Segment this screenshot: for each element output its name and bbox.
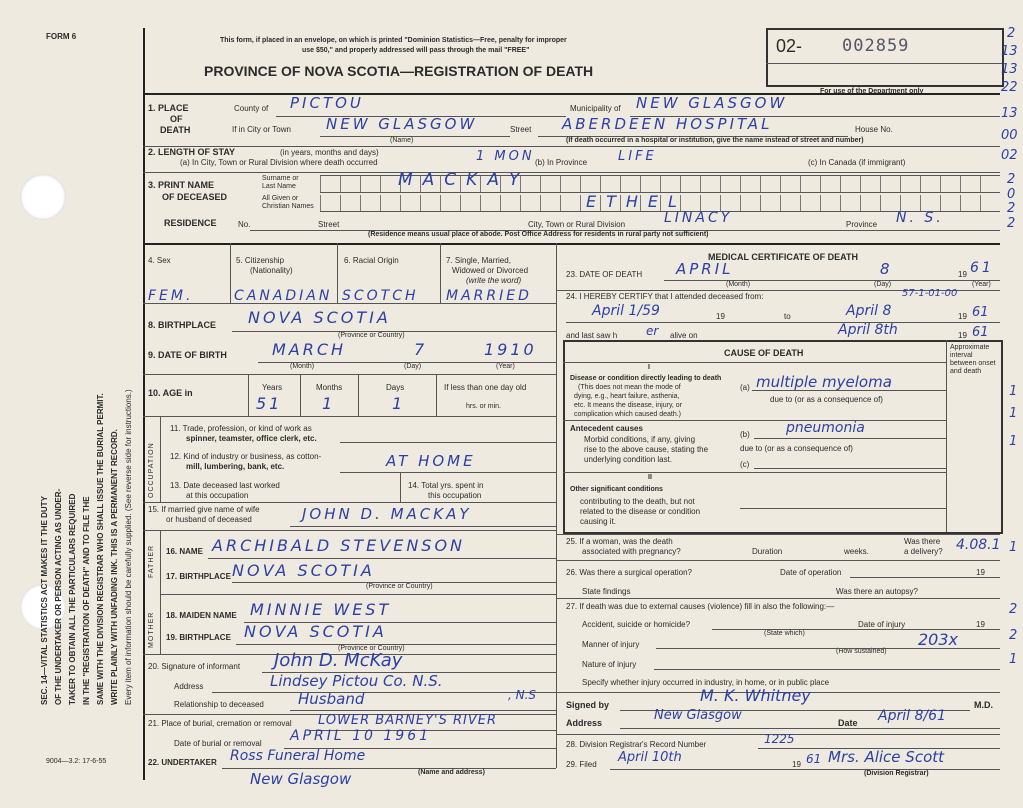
label-filed-19: 19 xyxy=(792,760,801,769)
label-date-injury: Date of injury xyxy=(858,620,906,629)
stay-b-value: LIFE xyxy=(618,149,657,164)
label-other1: Other significant conditions xyxy=(570,486,663,493)
label-citizenship: 5. Citizenship xyxy=(236,256,285,265)
label-stay-b: (b) In Province xyxy=(535,158,588,167)
father-birthplace-value: NOVA SCOTIA xyxy=(232,561,375,580)
cause-of-death-title: CAUSE OF DEATH xyxy=(724,348,804,358)
label-place-death: DEATH xyxy=(160,125,191,135)
stay-a-value: 1 MON xyxy=(476,149,535,164)
label-disease5: complication which caused death.) xyxy=(574,411,682,418)
label-duration: Duration xyxy=(752,547,783,556)
label-occ12b: mill, lumbering, bank, etc. xyxy=(186,462,285,471)
dob-year-value: 1910 xyxy=(484,340,537,359)
label-nature: Nature of injury xyxy=(582,660,637,669)
label-marital3: (write the word) xyxy=(466,276,522,285)
label-place: 1. PLACE xyxy=(148,103,189,113)
attend-to-value: April 8 xyxy=(846,303,892,319)
margin-code: 13 xyxy=(1001,106,1018,121)
label-occ12: 12. Kind of industry or business, as cotton- xyxy=(170,452,322,461)
city-value: NEW GLASGOW xyxy=(326,115,478,133)
label-occ13: 13. Date deceased last worked xyxy=(170,481,280,490)
alive-year: 61 xyxy=(972,325,989,340)
spouse-value: JOHN D. MACKAY xyxy=(302,505,472,523)
margin-code: 2 xyxy=(1007,26,1016,41)
interval-header: Approximate interval between onset and death xyxy=(950,344,996,375)
age-days-value: 1 xyxy=(392,394,406,413)
label-house-no: House No. xyxy=(855,125,893,134)
municipality-value: NEW GLASGOW xyxy=(636,94,788,112)
label-disease3: dying, e.g., heart failure, asthenia, xyxy=(574,393,680,400)
label-cause-c: (c) xyxy=(740,460,750,469)
side-instruction: SAME WITH THE DIVISION REGISTRAR WHO SHALL ISSUE THE BURIAL PERMIT. xyxy=(96,393,105,705)
birthplace-value: NOVA SCOTIA xyxy=(248,308,391,327)
cause-b-value: pneumonia xyxy=(786,420,865,436)
length-hint: (in years, months and days) xyxy=(280,148,379,157)
attend-note: 57-1-01-00 xyxy=(902,288,958,299)
mail-notice-line1: This form, if placed in an envelope, on which is printed "Dominion Statistics—Free, penalty for improper xyxy=(220,37,567,44)
label-md: M.D. xyxy=(974,700,993,710)
label-state-findings: State findings xyxy=(582,587,631,596)
label-other2: contributing to the death, but not xyxy=(580,497,695,506)
occupation-value: AT HOME xyxy=(386,452,476,470)
dob-day-value: 7 xyxy=(414,340,428,359)
label-marital: 7. Single, Married, xyxy=(446,256,511,265)
label-to: to xyxy=(784,312,791,321)
margin-code: 02 xyxy=(1001,148,1018,163)
registration-number: 002859 xyxy=(842,36,910,56)
label-christian: Christian Names xyxy=(262,203,314,210)
label-father-side: FATHER xyxy=(148,544,155,578)
label-due-to-b: due to (or as a consequence of) xyxy=(740,444,853,453)
label-dob: 9. DATE OF BIRTH xyxy=(148,350,227,360)
filed-year-value: 61 xyxy=(806,752,822,766)
dob-day-hint: (Day) xyxy=(404,363,422,370)
side-instruction: TAKER TO OBTAIN ALL THE PARTICULARS REQUIRED xyxy=(68,493,77,705)
label-state-which: (State which) xyxy=(764,630,805,637)
form-title: PROVINCE OF NOVA SCOTIA—REGISTRATION OF DEATH xyxy=(204,63,594,79)
relationship-value: Husband xyxy=(298,690,365,708)
label-alive-19: 19 xyxy=(958,331,967,340)
label-stay-a: (a) In City, Town or Rural Division where death occurred xyxy=(180,158,378,167)
label-q25b: associated with pregnancy? xyxy=(582,547,681,556)
label-length-stay: 2. LENGTH OF STAY xyxy=(148,147,236,157)
margin-code: 1 xyxy=(1009,540,1018,555)
label-med-address: Address xyxy=(566,718,603,728)
label-cause-a: (a) xyxy=(740,383,750,392)
margin-code: 1 xyxy=(1009,434,1018,449)
surname-value: MACKAY xyxy=(398,170,530,190)
informant-signature: John D. McKay xyxy=(274,650,403,671)
label-municipality: Municipality of xyxy=(570,104,621,113)
label-marital2: Widowed or Divorced xyxy=(452,266,529,275)
label-spouse2: or husband of deceased xyxy=(166,515,252,524)
label-morbid3: underlying condition last. xyxy=(584,455,673,464)
label-disease1: Disease or condition directly leading to death xyxy=(570,375,722,382)
last-saw-note: er xyxy=(646,324,659,338)
dob-year-hint: (Year) xyxy=(496,363,515,370)
attend-from-value: April 1/59 xyxy=(592,303,660,319)
margin-code: 22 xyxy=(1001,80,1018,95)
label-was-there: Was there xyxy=(904,537,941,546)
filed-value: April 10th xyxy=(618,750,682,765)
label-autopsy: Was there an autopsy? xyxy=(836,587,918,596)
label-mother-side: MOTHER xyxy=(148,611,155,648)
label-maiden-name: 18. MAIDEN NAME xyxy=(166,611,237,620)
label-q25: 25. If a woman, was the death xyxy=(566,537,673,546)
label-print-name: 3. PRINT NAME xyxy=(148,180,215,190)
margin-code: 13 xyxy=(1001,44,1018,59)
margin-code: 2 xyxy=(1009,628,1018,643)
label-specify: Specify whether injury occurred in industry, in home, or in public place xyxy=(582,678,830,687)
label-other3: related to the disease or condition xyxy=(580,507,701,516)
label-undertaker: 22. UNDERTAKER xyxy=(148,758,217,767)
label-birthplace: 8. BIRTHPLACE xyxy=(148,320,217,330)
label-street: Street xyxy=(510,125,532,134)
undertaker-value: Ross Funeral Home xyxy=(230,748,366,764)
physician-address: New Glasgow xyxy=(654,708,742,723)
label-occ13b: at this occupation xyxy=(186,491,249,500)
side-instruction: WRITE PLAINLY WITH UNFADING INK. THIS IS A PERMANENT RECORD. xyxy=(110,429,119,705)
label-informant: 20. Signature of informant xyxy=(148,662,241,671)
res-city-value: LINACY xyxy=(664,210,733,226)
label-age: 10. AGE in xyxy=(148,388,193,398)
record-number-value: 1225 xyxy=(764,732,795,746)
mail-notice-line2: use $50," and properly addressed will pass through the mail "FREE" xyxy=(302,47,530,54)
label-occ14b: this occupation xyxy=(428,491,482,500)
label-last-saw: and last saw h xyxy=(566,331,618,340)
label-q29: 29. Filed xyxy=(566,760,597,769)
side-instruction: OF THE UNDERTAKER OR PERSON ACTING AS UNDER- xyxy=(54,488,63,705)
name-hint: (Name) xyxy=(390,137,414,144)
mother-bp-hint: (Province or Country) xyxy=(338,645,405,652)
label-years: Years xyxy=(262,383,283,392)
margin-code: 2 xyxy=(1007,172,1016,187)
label-from-19: 19 xyxy=(716,312,725,321)
label-occ11b: spinner, teamster, office clerk, etc. xyxy=(186,434,317,443)
label-occ14: 14. Total yrs. spent in xyxy=(408,481,484,490)
label-roman-1: I xyxy=(648,364,650,371)
label-weeks: weeks. xyxy=(844,547,869,556)
label-morbid1: Morbid conditions, if any, giving xyxy=(584,435,696,444)
label-burial: 21. Place of burial, cremation or removal xyxy=(148,719,292,728)
racial-value: SCOTCH xyxy=(342,288,419,304)
form-number: FORM 6 xyxy=(46,32,77,41)
label-of-deceased: OF DECEASED xyxy=(162,192,228,202)
mother-name-value: MINNIE WEST xyxy=(250,600,392,619)
alive-on-value: April 8th xyxy=(838,322,898,338)
label-less-day: If less than one day old xyxy=(444,383,527,392)
label-hrs-min: hrs. or min. xyxy=(466,403,502,410)
registration-prefix: 02- xyxy=(776,36,803,56)
label-signed-by: Signed by xyxy=(566,700,610,710)
label-days: Days xyxy=(386,383,405,392)
father-bp-hint: (Province or Country) xyxy=(366,583,433,590)
label-spouse: 15. If married give name of wife xyxy=(148,505,260,514)
margin-code: 1 xyxy=(1009,406,1018,421)
informant-address: Lindsey Pictou Co. N.S. xyxy=(270,672,443,690)
label-occupation-side: OCCUPATION xyxy=(148,442,155,498)
label-to-19: 19 xyxy=(958,312,967,321)
marital-value: MARRIED xyxy=(446,288,532,304)
injury-code-value: 203x xyxy=(918,630,959,649)
father-name-value: ARCHIBALD STEVENSON xyxy=(212,536,466,555)
margin-code: 00 xyxy=(1001,128,1018,143)
margin-code: 13 xyxy=(1001,62,1018,77)
registrar-signature: Mrs. Alice Scott xyxy=(828,748,945,766)
label-q26: 26. Was there a surgical operation? xyxy=(566,568,692,577)
label-father-birthplace: 17. BIRTHPLACE xyxy=(166,572,231,581)
margin-code: 2 xyxy=(1007,216,1016,231)
label-mother-birthplace: 19. BIRTHPLACE xyxy=(166,633,231,642)
sex-value: FEM. xyxy=(148,288,194,304)
label-delivery: a delivery? xyxy=(904,547,943,556)
label-morbid2: rise to the above cause, stating the xyxy=(584,445,709,454)
label-death-19: 19 xyxy=(958,270,967,279)
label-med-date: Date xyxy=(838,718,858,728)
street-hint: (If death occurred in a hospital or institution, give the name instead of street and number) xyxy=(566,137,864,144)
label-disease4: etc. It means the disease, injury, or xyxy=(574,402,683,409)
label-inf-address: Address xyxy=(174,682,204,691)
department-use-note: For use of the Department only xyxy=(820,88,924,95)
label-nationality: (Nationality) xyxy=(250,266,293,275)
label-city-town: If in City or Town xyxy=(232,125,291,134)
street-value: ABERDEEN HOSPITAL xyxy=(562,115,773,133)
side-instruction: IN THE "REGISTRATION OF DEATH" AND TO FILE THE xyxy=(82,496,91,705)
label-months: Months xyxy=(316,383,343,392)
label-disease2: (This does not mean the mode of xyxy=(578,384,681,391)
margin-code: 2 xyxy=(1009,602,1018,617)
margin-code: 0 xyxy=(1007,187,1016,202)
attend-to-year: 61 xyxy=(972,305,989,320)
age-months-value: 1 xyxy=(322,394,336,413)
label-date-of-death: 23. DATE OF DEATH xyxy=(566,270,643,279)
label-stay-c: (c) In Canada (if immigrant) xyxy=(808,158,906,167)
label-date-operation: Date of operation xyxy=(780,568,842,577)
side-instruction: Every item of information should be carefully supplied. (See reverse side for instructions.) xyxy=(124,389,133,705)
undertaker-city: New Glasgow xyxy=(250,770,352,788)
label-res-street: Street xyxy=(318,220,340,229)
label-res-no: No. xyxy=(238,220,251,229)
relationship-ns: , N.S xyxy=(508,688,537,702)
death-day-hint: (Day) xyxy=(874,281,892,288)
label-burial-date: Date of burial or removal xyxy=(174,739,262,748)
label-res-province: Province xyxy=(846,220,878,229)
label-name-address: (Name and address) xyxy=(418,769,485,776)
birthplace-hint: (Province or Country) xyxy=(338,332,405,339)
citizenship-value: CANADIAN xyxy=(234,288,333,304)
label-occ11: 11. Trade, profession, or kind of work as xyxy=(170,424,312,433)
side-instruction: SEC. 14—VITAL STATISTICS ACT MAKES IT THE DUTY xyxy=(40,496,49,705)
county-value: PICTOU xyxy=(290,94,364,112)
burial-place-value: LOWER BARNEY'S RIVER xyxy=(318,713,497,728)
label-op-19: 19 xyxy=(976,568,985,577)
footer-code: 9004—3.2: 17-6-55 xyxy=(46,758,107,765)
label-q28: 28. Division Registrar's Record Number xyxy=(566,740,707,749)
label-residence: RESIDENCE xyxy=(164,218,217,228)
age-years-value: 51 xyxy=(256,394,283,413)
label-antecedent: Antecedent causes xyxy=(570,424,643,433)
label-res-city: City, Town or Rural Division xyxy=(528,220,626,229)
given-value: ETHEL xyxy=(586,192,687,211)
mother-birthplace-value: NOVA SCOTIA xyxy=(244,622,387,641)
margin-code: 1 xyxy=(1009,652,1018,667)
death-month-value: APRIL xyxy=(676,260,734,278)
physician-date: April 8/61 xyxy=(878,708,946,724)
death-year-value: 61 xyxy=(970,260,994,276)
death-month-hint: (Month) xyxy=(726,281,751,288)
punch-hole-top xyxy=(20,174,66,220)
label-given: All Given or xyxy=(262,195,299,202)
label-last-name: Last Name xyxy=(262,183,296,190)
label-accident: Accident, suicide or homicide? xyxy=(582,620,691,629)
label-cause-b: (b) xyxy=(740,430,750,439)
label-alive-on: alive on xyxy=(670,331,698,340)
label-racial: 6. Racial Origin xyxy=(344,256,399,265)
label-relationship: Relationship to deceased xyxy=(174,700,264,709)
label-injury-19: 19 xyxy=(976,620,985,629)
res-province-value: N. S. xyxy=(896,210,944,226)
physician-signature: M. K. Whitney xyxy=(700,686,811,705)
label-surname: Surname or xyxy=(262,175,299,182)
label-manner: Manner of injury xyxy=(582,640,640,649)
label-q27: 27. If death was due to external causes (violence) fill in also the following:— xyxy=(566,602,835,611)
dob-month-value: MARCH xyxy=(272,340,347,359)
label-father-name: 16. NAME xyxy=(166,547,203,556)
margin-code: 1 xyxy=(1009,384,1018,399)
label-due-to-a: due to (or as a consequence of) xyxy=(770,395,883,404)
death-year-hint: (Year) xyxy=(972,281,991,288)
label-division-registrar: (Division Registrar) xyxy=(864,770,929,777)
delivery-value: 4.08.1 xyxy=(956,537,1001,553)
cause-a-value: multiple myeloma xyxy=(756,373,892,391)
residence-hint: (Residence means usual place of abode. Post Office Address for residents in rural party not sufficient) xyxy=(368,231,709,238)
label-roman-2: II xyxy=(648,474,652,481)
label-certify: 24. I HEREBY CERTIFY that I attended deceased from: xyxy=(566,292,764,301)
label-place-of: OF xyxy=(170,114,183,124)
label-how: (How sustained) xyxy=(836,648,887,655)
label-sex: 4. Sex xyxy=(148,256,171,265)
margin-code: 2 xyxy=(1007,201,1016,216)
label-county: County of xyxy=(234,104,269,113)
medical-certificate-title: MEDICAL CERTIFICATE OF DEATH xyxy=(708,252,858,262)
label-other4: causing it. xyxy=(580,517,617,526)
death-day-value: 8 xyxy=(880,260,893,278)
dob-month-hint: (Month) xyxy=(290,363,315,370)
burial-date-value: APRIL 10 1961 xyxy=(290,728,432,744)
